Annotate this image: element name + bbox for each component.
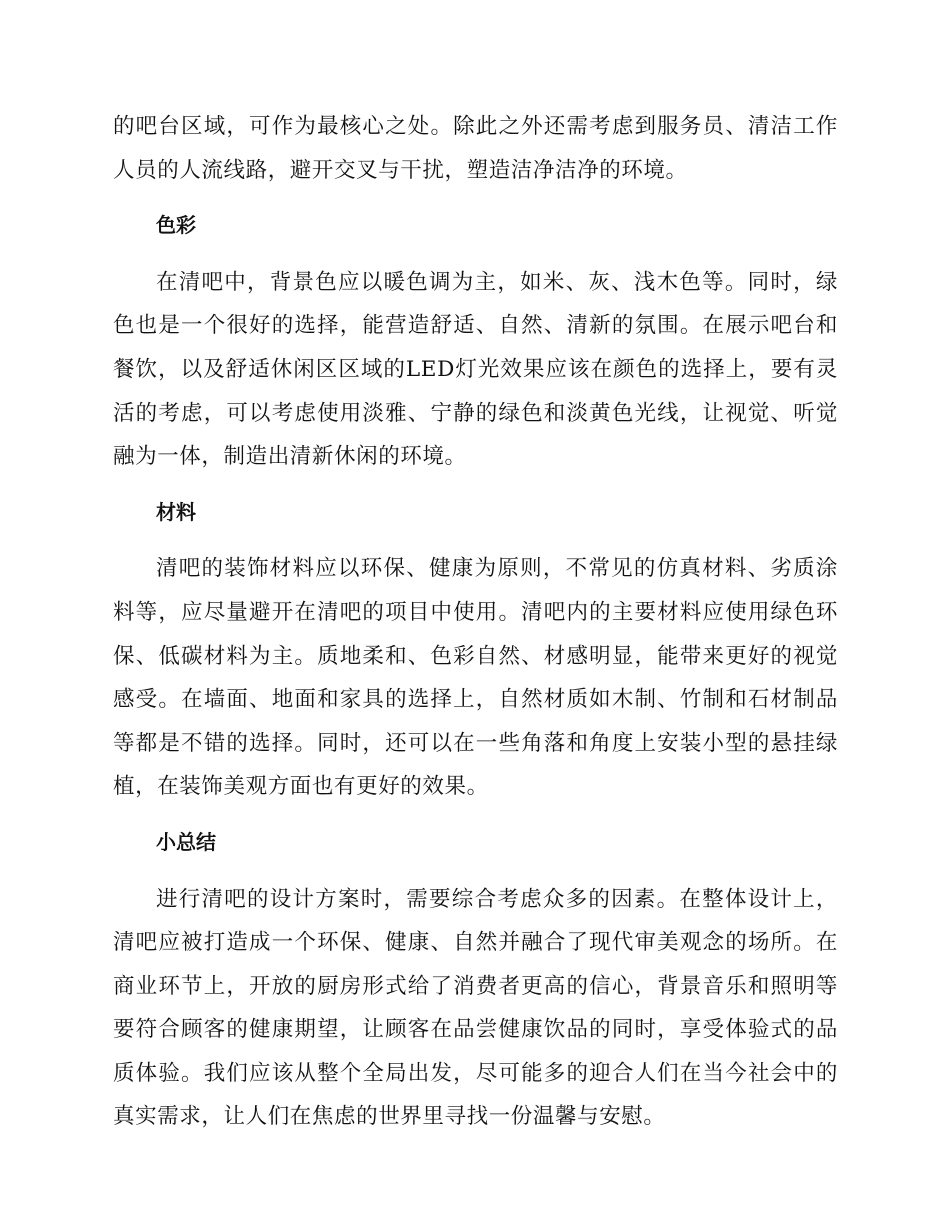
section-body-summary: 进行清吧的设计方案时，需要综合考虑众多的因素。在整体设计上，清吧应被打造成一个环保、健康、自然并融合了现代审美观念的场所。在商业环节上，开放的厨房形式给了消费者更高的信心，背景音乐和照明等要符合顾客的健康期望，让顾客在品尝健康饮品的同时，享受体验式的品质体验。我们应该从整个全局出发，尽可能多的迎合人们在当今社会中的真实需求，让人们在焦虑的世界里寻找一份温馨与安慰。: [113, 886, 838, 1130]
section-body-materials: 清吧的装饰材料应以环保、健康为原则，不常见的仿真材料、劣质涂料等，应尽量避开在清吧的项目中使用。清吧内的主要材料应使用绿色环保、低碳材料为主。质地柔和、色彩自然、材感明显，能带来更好的视觉感受。在墙面、地面和家具的选择上，自然材质如木制、竹制和石材制品等都是不错的选择。同时，还可以在一些角落和角度上安装小型的悬挂绿植，在装饰美观方面也有更好的效果。: [113, 556, 838, 800]
document-body: [113, 105, 838, 1139]
section-heading-summary: 小总结: [156, 829, 216, 854]
spacer: [113, 534, 838, 547]
spacer: [113, 248, 838, 261]
spacer: [113, 479, 838, 491]
section-heading-color: 色彩: [156, 213, 196, 238]
section-heading-materials: 材料: [156, 499, 196, 524]
section-body-color: 在清吧中，背景色应以暖色调为主，如米、灰、浅木色等。同时，绿色也是一个很好的选择，能营造舒适、自然、清新的氛围。在展示吧台和餐饮，以及舒适休闲区区域的LED灯光效果应该在颜色的选择上，要有灵活的考虑，可以考虑使用淡雅、宁静的绿色和淡黄色光线，让视觉、听觉融为一体，制造出清新休闲的环境。: [113, 269, 838, 470]
spacer: [113, 192, 838, 204]
spacer: [113, 809, 838, 821]
spacer: [113, 865, 838, 878]
intro-paragraph: 的吧台区域，可作为最核心之处。除此之外还需考虑到服务员、清洁工作人员的人流线路，避开交叉与干扰，塑造洁净洁净的环境。: [113, 114, 838, 183]
